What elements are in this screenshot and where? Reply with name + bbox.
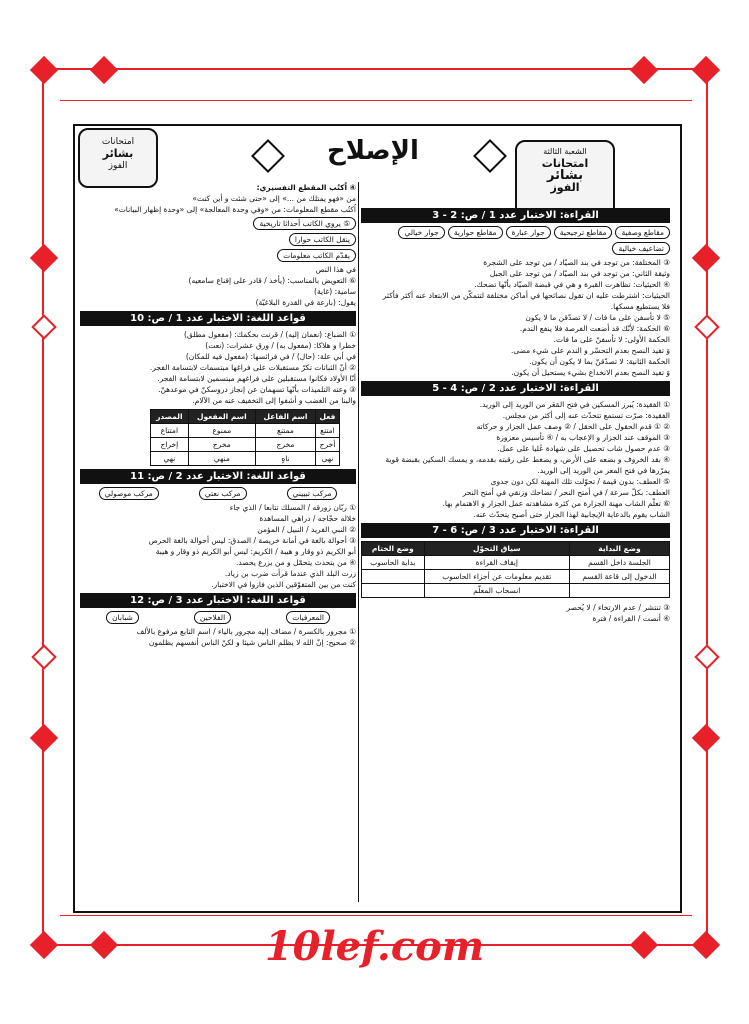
frame-corner-diamond [630,56,658,84]
table-cell: مخرج [188,438,255,452]
answer-pill: مركب تبييني [287,487,338,500]
answer-line: في هذا النص [315,265,356,274]
badge-right-corner: الشعبة الثالثة [543,147,587,156]
answer-pill: ⑤ يروي الكاتب أحداثا تاريخية [253,217,356,230]
table-cell [362,584,425,598]
answer-line: ② صحيح: إنّ الله لا يظلم الناس شيئا و لكنّ الناس أنفسهم يظلمون [148,638,356,647]
answer-line: اُكتُب مقطع المعلومات: من «وفي وحدة المعالجة» إلى «وحدة إظهار البيانات» [114,205,356,214]
answer-pill: ينقل الكاتب حوارا [289,233,356,246]
answer-line: الحيثيات: اشترطت عليه ان تقول نصائحها في أماكن مختلفة لتتمكّن من الابتعاد عنه أكثر فأكثر [382,291,670,300]
answer-pills [80,217,356,262]
answer-line: سامية: (غاية) [314,287,356,296]
answer-line: ③ وعنه التلميذات بأنّها تسهمان عن إنجاز دروسكنّ في موعدهنّ. [158,385,356,394]
answer-line: ④ من يتحدث يتحمّل و من يزرع يحصد. [236,558,356,567]
answer-line: وَ تفيد النصح بعدم التحسّر و الندم على شيء مضى. [511,346,670,355]
table-cell: ناهٍ [256,452,316,466]
table-cell: نهي [151,452,189,466]
frame-corner-diamond [30,56,58,84]
answer-line: ⑥ الحكمة: لأنّك قد أضعت الفرصة فلا ينفع الندم. [519,324,670,333]
badge-left-line1: امتحانات [101,137,135,147]
answer-line: ④ بقد الخروف و بضعه على الأرض، و يضغط على رقبته بقدمه، و يمسك السكين بقبضة قوية [385,455,670,464]
badge-left-line2: بشائر [102,147,134,160]
table-cell: نهى [315,452,339,466]
table-header-cell: فعل [315,410,339,424]
table-header-cell: وضع البداية [569,542,669,556]
answer-line: العطف: بكلّ سرعة / في أمتح النحر / تضاحك وزنقي في أمتح النحر [462,488,670,497]
frame-side-diamond [31,314,56,339]
table-cell [569,584,669,598]
answer-line: ② ① قدم الحقول على الحقل / ② وصف عمل الجزار و حركاته [476,422,670,431]
answer-pill: مركب نعتي [199,487,247,500]
page-title: الإصلاح [327,136,419,166]
left-column [80,182,356,648]
column-divider [358,182,359,902]
table-cell [362,570,425,584]
answer-line: في أبي علة: (حال) / في فرائسها: (مفعول فيه للمكان) [185,352,356,361]
answer-line: زرت البلد الذي عندما قرأت ضرب بن زياد. [224,569,356,578]
answer-line: ④ أنصت / القراءة / فترة [592,614,670,623]
answer-line: الحكمة الأولى: لا تأسفنّ على ما فات. [553,335,670,344]
table-cell: إخراج [151,438,189,452]
answer-line: ④ اُكتُب المقطع التفسيري: [256,183,356,192]
answer-line: وثيقة الثاني: من توجد في بند الصيّاد / من توجد على الجبل [489,269,670,278]
table-cell: إيقاف القراءة [424,556,569,570]
frame-corner-diamond [692,56,720,84]
table-row [362,556,670,570]
answer-line: خلاله حجّاجه / دراهي المساهدة [259,514,356,523]
answer-pill: الفلاحين [194,611,231,624]
table-header-cell: وضع الختام [362,542,425,556]
frame-left-line [42,72,44,942]
answer-pill: جوار عبارة [506,226,551,239]
frame-right-line [706,72,708,942]
frame-side-diamond [692,244,720,272]
answer-pill: المعرفيات [286,611,330,624]
answer-pill: مقاطع حوارية [448,226,503,239]
derivation-table [150,409,340,466]
frame-corner-diamond [90,56,118,84]
answer-line: ④ الحيثيات: تظاهرت القبرة و هي في قبضة الصيّاد بأنّها تضحك. [474,280,670,289]
answer-pills [80,611,356,624]
frame-top-line [46,68,706,70]
section-header: قواعد اللغة: الاختبار عدد 1 / ص: 10 [80,311,356,326]
answer-line: الحكمة الثانية: لا تصدّقنّ بما لا يكون أن يكون. [529,357,670,366]
answer-pills [80,487,356,500]
table-header-cell: اسم المفعول [188,410,255,424]
badge-right-line3: الفوز [550,181,580,194]
table-header-cell: سياق التحوّل [424,542,569,556]
answer-line: خطرا و هلاكا: (مفعول به) / ورق عشرات: (نعت) [205,341,356,350]
answer-line: أبو الكريم ذو وقار و هيبة / الكريم: ليس أبو الكريم ذو وقار و هيبة [155,547,356,556]
answer-line: ⑥ تعلّم الشاب مهنة الجزارة من كثرة مشاهدته عمل الجزار و الاهتمام بها. [442,499,670,508]
answer-line: ③ الموقف عند الجزار و الإعجاب به / ④ تأسيس معزوزة [496,433,670,442]
section-header: القراءة: الاختبار عدد 1 / ص: 2 - 3 [361,208,670,223]
badge-right-line1: امتحانات [541,157,589,170]
answer-line: يقول: (بارعة في القدرة البلاغيّة) [255,298,356,307]
title-ornament-left-icon [251,139,285,173]
table-cell: بداية الحاسوب [362,556,425,570]
answer-line: ③ عدم حصول شاب تحصيل على شهادة عُليا على عمل. [497,444,670,453]
answer-pill: مركب موصولي [99,487,159,500]
frame-side-diamond [30,244,58,272]
section-header: القراءة: الاختبار عدد 2 / ص: 4 - 5 [361,381,670,396]
answer-line: ② النبي الفريد / النبيل / المؤمن [257,525,356,534]
badge-right-line2: بشائر [547,168,583,183]
table-cell: تقديم معلومات عن أجزاء الحاسوب [424,570,569,584]
answer-line: ③ أحوالة بالغة في أمانة خريصة / الصدق: ليس أحوالة بالغة الحرص [148,536,356,545]
section-header: قواعد اللغة: الاختبار عدد 3 / ص: 12 [80,593,356,608]
table-cell: مخرج [256,438,316,452]
badge-left [78,128,158,188]
table-cell: انسحاب المعلّم [424,584,569,598]
answer-line: من «فهو يمتلك من ...» إلى «حتى شئت و أين كنت» [192,194,356,203]
section-header: قواعد اللغة: الاختبار عدد 2 / ص: 11 [80,469,356,484]
frame-side-diamond [30,724,58,752]
table-cell: الجلسة داخل القسم [569,556,669,570]
answer-pill: تضاعيف خيالية [612,242,670,255]
answer-line: الشاب يقوم بالدعاية الإيجابية لهذا الجزار حتى أصبح يتحدّث عنه. [473,510,670,519]
answer-pill: جوار خيالي [398,226,444,239]
answer-line: ⑤ لا تأسفن على ما فات / لا تصدّقن ما لا يكون [525,313,670,322]
site-watermark: 10lef.com [264,923,485,970]
answer-line: كنت من بين المتفوّقين الذين فازوا في الاختبار. [211,580,356,589]
table-row [151,424,340,438]
answer-pill: مقاطع ترجيحية [554,226,613,239]
frame-side-diamond [31,644,56,669]
frame-side-diamond [694,314,719,339]
frame-inner-bottom [60,915,692,916]
answer-line: والبنا من الغضب و أشفوا إلى التخفيف عنه من الآلام. [192,396,356,405]
badge-left-line3: الفوز [108,161,128,171]
answer-line: ⑥ التعويض بالمناسب: (يأخذ / قادر على إقناع سامعيه) [188,276,356,285]
table-row [151,452,340,466]
table-cell: الدخول إلى قاعة القسم [569,570,669,584]
answer-line: ② أنّ الثباتات تكرّ مستقبلات على فراغها مبتسمات لابتسامة الفجر. [149,363,356,372]
answer-line: الفقيدة: صرّت تستمع تتحدّث عنه إلى أكثر من مجلس. [502,411,670,420]
frame-inner-top [60,100,692,101]
answer-line: ③ المختلفة: من توجد في بند الصيّاد / من توجد على الشجرة [483,258,670,267]
table-cell: امتناع [151,424,189,438]
frame-side-diamond [692,724,720,752]
answer-pill: مقاطع وصفية [615,226,670,239]
right-column [361,182,670,624]
answer-line: يمرّرها في فتح المعر من الوريد إلى الوريد. [537,466,670,475]
answer-pill: يقدّم الكاتب معلومات [277,249,356,262]
table-row [362,570,670,584]
answer-line: أنّا الأولاد فكانوا مستقبلين على فراغهم مبتسمين لابتسامة الفجر. [157,374,356,383]
table-header-cell: المصدر [151,410,189,424]
answer-line: وَ تفيد النصح بعدم الانخداع بشيء يستحيل أن يكون. [511,368,670,377]
answer-line: ⑤ العطف: بدون قيمة / تحوّلت تلك المهنة لكن دون جدوى [490,477,670,486]
answer-line: ① مجرور بالكسرة / مضاف إليه مجرور بالياء / اسم التابع مرفوع بالألف [136,627,356,636]
answer-line: ① الفقيدة: يُبرز المسكين في فتح المَعَر من الوريد إلى الوريد. [479,400,670,409]
table-cell: منهي [188,452,255,466]
table-row [151,438,340,452]
table-cell: ممنوع [188,424,255,438]
frame-side-diamond [694,644,719,669]
answer-line: ③ تنتشر / عدم الارتخاء / لا يُحصر [566,603,670,612]
table-cell: امتنع [315,424,339,438]
title-ornament-right-icon [473,139,507,173]
answer-line: ① ربّان زورقه / المسلك تتابعا / الذي جاء [229,503,356,512]
table-header-cell: اسم الفاعل [256,410,316,424]
table-cell: أخرج [315,438,339,452]
answer-pill: شبابان [106,611,139,624]
narrative-table [361,541,670,598]
table-cell: ممتنع [256,424,316,438]
answer-line: فلا يستطيع مسكها. [610,302,670,311]
section-header: القراءة: الاختبار عدد 3 / ص: 6 - 7 [361,523,670,538]
answer-line: ① الضباع: (نعمان إليه) / قرنت بحكمك: (مفعول مطلق) [183,330,356,339]
table-row [362,584,670,598]
answer-pills [361,226,670,255]
